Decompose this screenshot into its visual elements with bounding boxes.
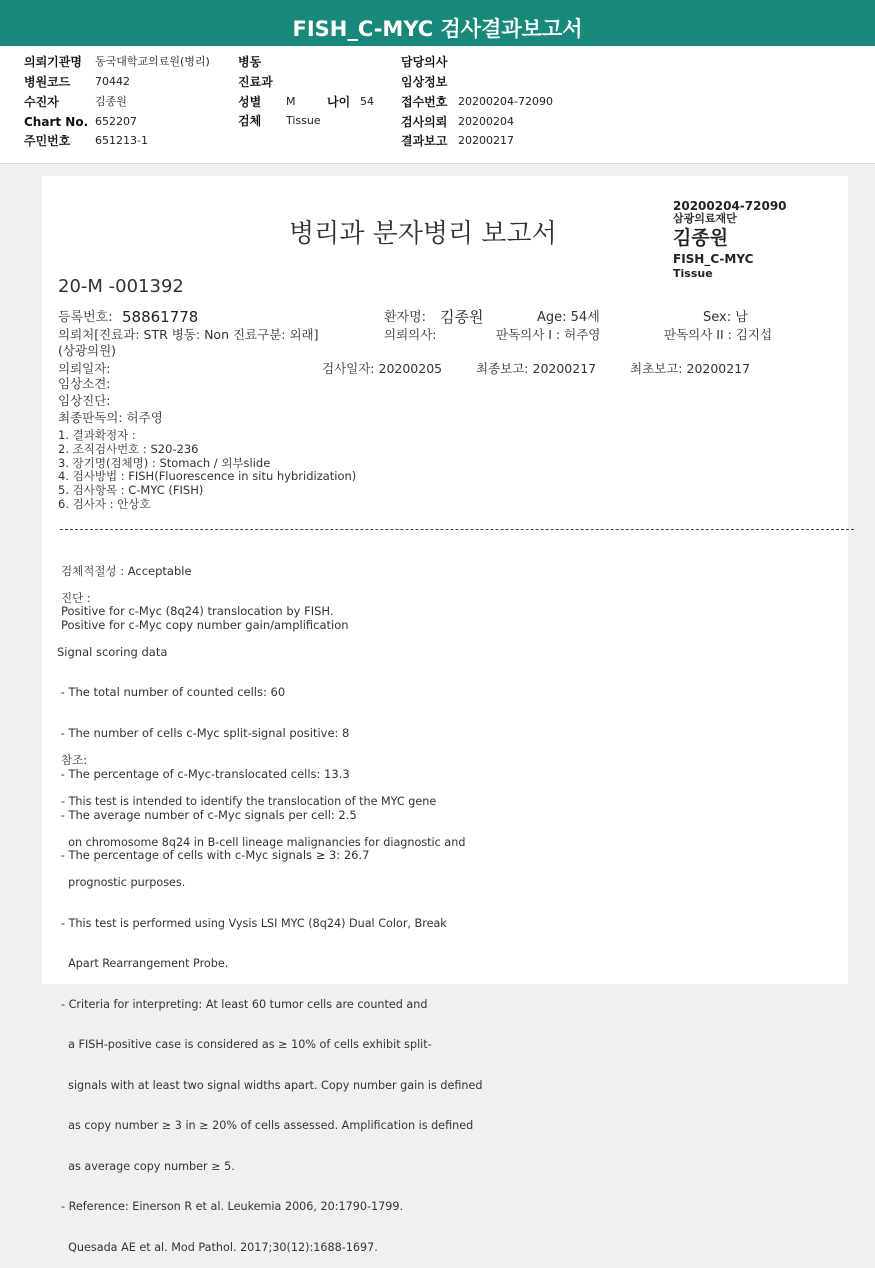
field-hospital-code xyxy=(24,75,130,89)
patient-name-label: 환자명: xyxy=(384,310,427,325)
field-patient xyxy=(24,95,127,109)
field-specimen xyxy=(238,114,321,128)
field-label: 결과보고 xyxy=(401,134,448,148)
info-item: 4. 검사방법 : FISH(Fluorescence in situ hybridization) xyxy=(58,469,357,484)
field-value: 김종원 xyxy=(95,95,127,108)
case-number: 20-M -001392 xyxy=(58,276,184,297)
field-department xyxy=(238,75,273,89)
first-report-date: 최초보고: 20200217 xyxy=(630,361,751,376)
info-list xyxy=(58,429,356,512)
signal-item: - The average number of c-Myc signals per cell: 2.5 xyxy=(57,807,357,822)
reference-line: prognostic purposes. xyxy=(61,876,186,889)
reference-line: a FISH-positive case is considered as ≥ 10% of cells exhibit split- xyxy=(61,1038,432,1051)
field-attending-doctor xyxy=(401,55,447,69)
diagnosis-text xyxy=(61,605,349,632)
field-label: 접수번호 xyxy=(401,95,448,109)
field-value: 652207 xyxy=(95,115,137,128)
info-item: 6. 검사자 : 안상호 xyxy=(58,496,151,511)
field-value: 70442 xyxy=(95,75,130,88)
field-value: Tissue xyxy=(286,114,321,127)
reference-line: - Criteria for interpreting: At least 60 tumor cells are counted and xyxy=(61,997,428,1011)
field-label: 주민번호 xyxy=(24,134,71,148)
stamp-patient-name: 김종원 xyxy=(673,227,729,249)
diagnosis-line: Positive for c-Myc copy number gain/amplification xyxy=(61,617,349,632)
field-clinical-info xyxy=(401,75,447,89)
field-label: 진료과 xyxy=(238,75,273,89)
field-label: Chart No. xyxy=(24,115,89,129)
diagnosis-line: Positive for c-Myc (8q24) translocation by FISH. xyxy=(61,604,334,618)
section-divider xyxy=(60,529,854,530)
registration-number: 58861778 xyxy=(122,308,199,326)
reference-list xyxy=(61,768,482,1268)
reference-line: - This test is intended to identify the translocation of the MYC gene xyxy=(61,795,437,808)
stamp-receipt-no: 20200204-72090 xyxy=(673,199,787,213)
reference-line: Apart Rearrangement Probe. xyxy=(61,957,229,970)
age-text: Age: 54세 xyxy=(537,310,600,325)
reference-line: on chromosome 8q24 in B-cell lineage malignancies for diagnostic and xyxy=(61,835,466,849)
stamp-test-name: FISH_C-MYC xyxy=(673,252,754,266)
referral-hospital: (상광의원) xyxy=(58,343,117,358)
field-label: 검체 xyxy=(238,114,262,128)
field-result-report xyxy=(401,134,514,148)
field-value: 20200204-72090 xyxy=(458,95,553,108)
reference-line: signals with at least two signal widths apart. Copy number gain is defined xyxy=(61,1078,483,1092)
patient-info-header xyxy=(0,46,875,164)
info-item: 3. 장기명(검체명) : Stomach / 외부slide xyxy=(58,455,271,470)
info-item: 2. 조직검사번호 : S20-236 xyxy=(58,441,199,456)
field-label: 임상정보 xyxy=(401,75,448,89)
request-date: 의뢰일자: xyxy=(58,361,111,376)
specimen-adequacy: 검체적절성 : Acceptable xyxy=(61,564,192,578)
field-value: 동국대학교의료원(병리) xyxy=(95,55,210,68)
field-value: M xyxy=(286,95,296,108)
field-resident-no xyxy=(24,134,148,148)
patient-name: 김종원 xyxy=(440,308,484,326)
field-label: 병원코드 xyxy=(24,75,71,89)
stamp-org: 삼광의료재단 xyxy=(673,212,737,225)
registration-label: 등록번호: xyxy=(58,310,113,325)
field-value: 20200204 xyxy=(458,115,514,128)
pathologist-2: 판독의사 II : 김지섭 xyxy=(664,327,773,342)
final-report-date: 최종보고: 20200217 xyxy=(476,361,597,376)
field-label: 의뢰기관명 xyxy=(24,55,82,69)
report-title-bar xyxy=(0,0,875,46)
field-label: 나이 xyxy=(327,95,351,109)
info-item: 1. 결과확정자 : xyxy=(58,428,136,442)
signal-item: - The number of cells c-Myc split-signal positive: 8 xyxy=(57,725,350,740)
field-age xyxy=(327,95,374,109)
referral-doctor: 의뢰의사: xyxy=(384,327,437,342)
info-item: 5. 검사항목 : C-MYC (FISH) xyxy=(58,483,204,498)
field-label: 검사의뢰 xyxy=(401,115,448,129)
field-label: 성별 xyxy=(238,95,262,109)
field-referring-institution xyxy=(24,55,210,69)
sex-text: Sex: 남 xyxy=(703,310,748,325)
final-reader: 최종판독의: 허주영 xyxy=(58,410,163,425)
field-test-request xyxy=(401,115,514,129)
field-value: 20200217 xyxy=(458,134,514,147)
signal-item: - The percentage of cells with c-Myc signals ≥ 3: 26.7 xyxy=(57,848,370,863)
reference-line: as copy number ≥ 3 in ≥ 20% of cells assessed. Amplification is defined xyxy=(61,1119,474,1132)
referral-info: 의뢰처[진료과: STR 병동: Non 진료구분: 외래] xyxy=(58,327,319,342)
field-label: 수진자 xyxy=(24,95,59,109)
reference-label: 참조: xyxy=(61,753,88,767)
clinical-findings: 임상소견: xyxy=(58,376,111,391)
field-label: 병동 xyxy=(238,55,262,69)
field-value: 651213-1 xyxy=(95,134,148,147)
reference-line: - This test is performed using Vysis LSI MYC (8q24) Dual Color, Break xyxy=(61,916,447,930)
reference-line: Quesada AE et al. Mod Pathol. 2017;30(12):1688-1697. xyxy=(61,1240,378,1254)
diagnosis-label: 진단 : xyxy=(61,591,91,605)
field-value: 54 xyxy=(360,95,374,108)
field-ward xyxy=(238,55,261,69)
reference-line: - Reference: Einerson R et al. Leukemia 2006, 20:1790-1799. xyxy=(61,1200,404,1213)
reference-line: as average copy number ≥ 5. xyxy=(61,1159,235,1173)
clinical-diagnosis: 임상진단: xyxy=(58,393,111,408)
field-sex xyxy=(238,95,296,109)
report-heading: 병리과 분자병리 보고서 xyxy=(289,219,557,249)
exam-date: 검사일자: 20200205 xyxy=(322,361,443,376)
field-receipt-no xyxy=(401,95,553,109)
signal-item: - The total number of counted cells: 60 xyxy=(57,685,286,700)
stamp-specimen: Tissue xyxy=(673,267,713,280)
field-chart-no xyxy=(24,115,137,129)
report-title: FISH_C-MYC 검사결과보고서 xyxy=(292,17,583,41)
pathologist-1: 판독의사 I : 허주영 xyxy=(496,327,601,342)
signal-item: - The percentage of c-Myc-translocated cells: 13.3 xyxy=(57,766,350,781)
field-label: 담당의사 xyxy=(401,55,448,69)
signal-scoring-label: Signal scoring data xyxy=(57,645,168,659)
